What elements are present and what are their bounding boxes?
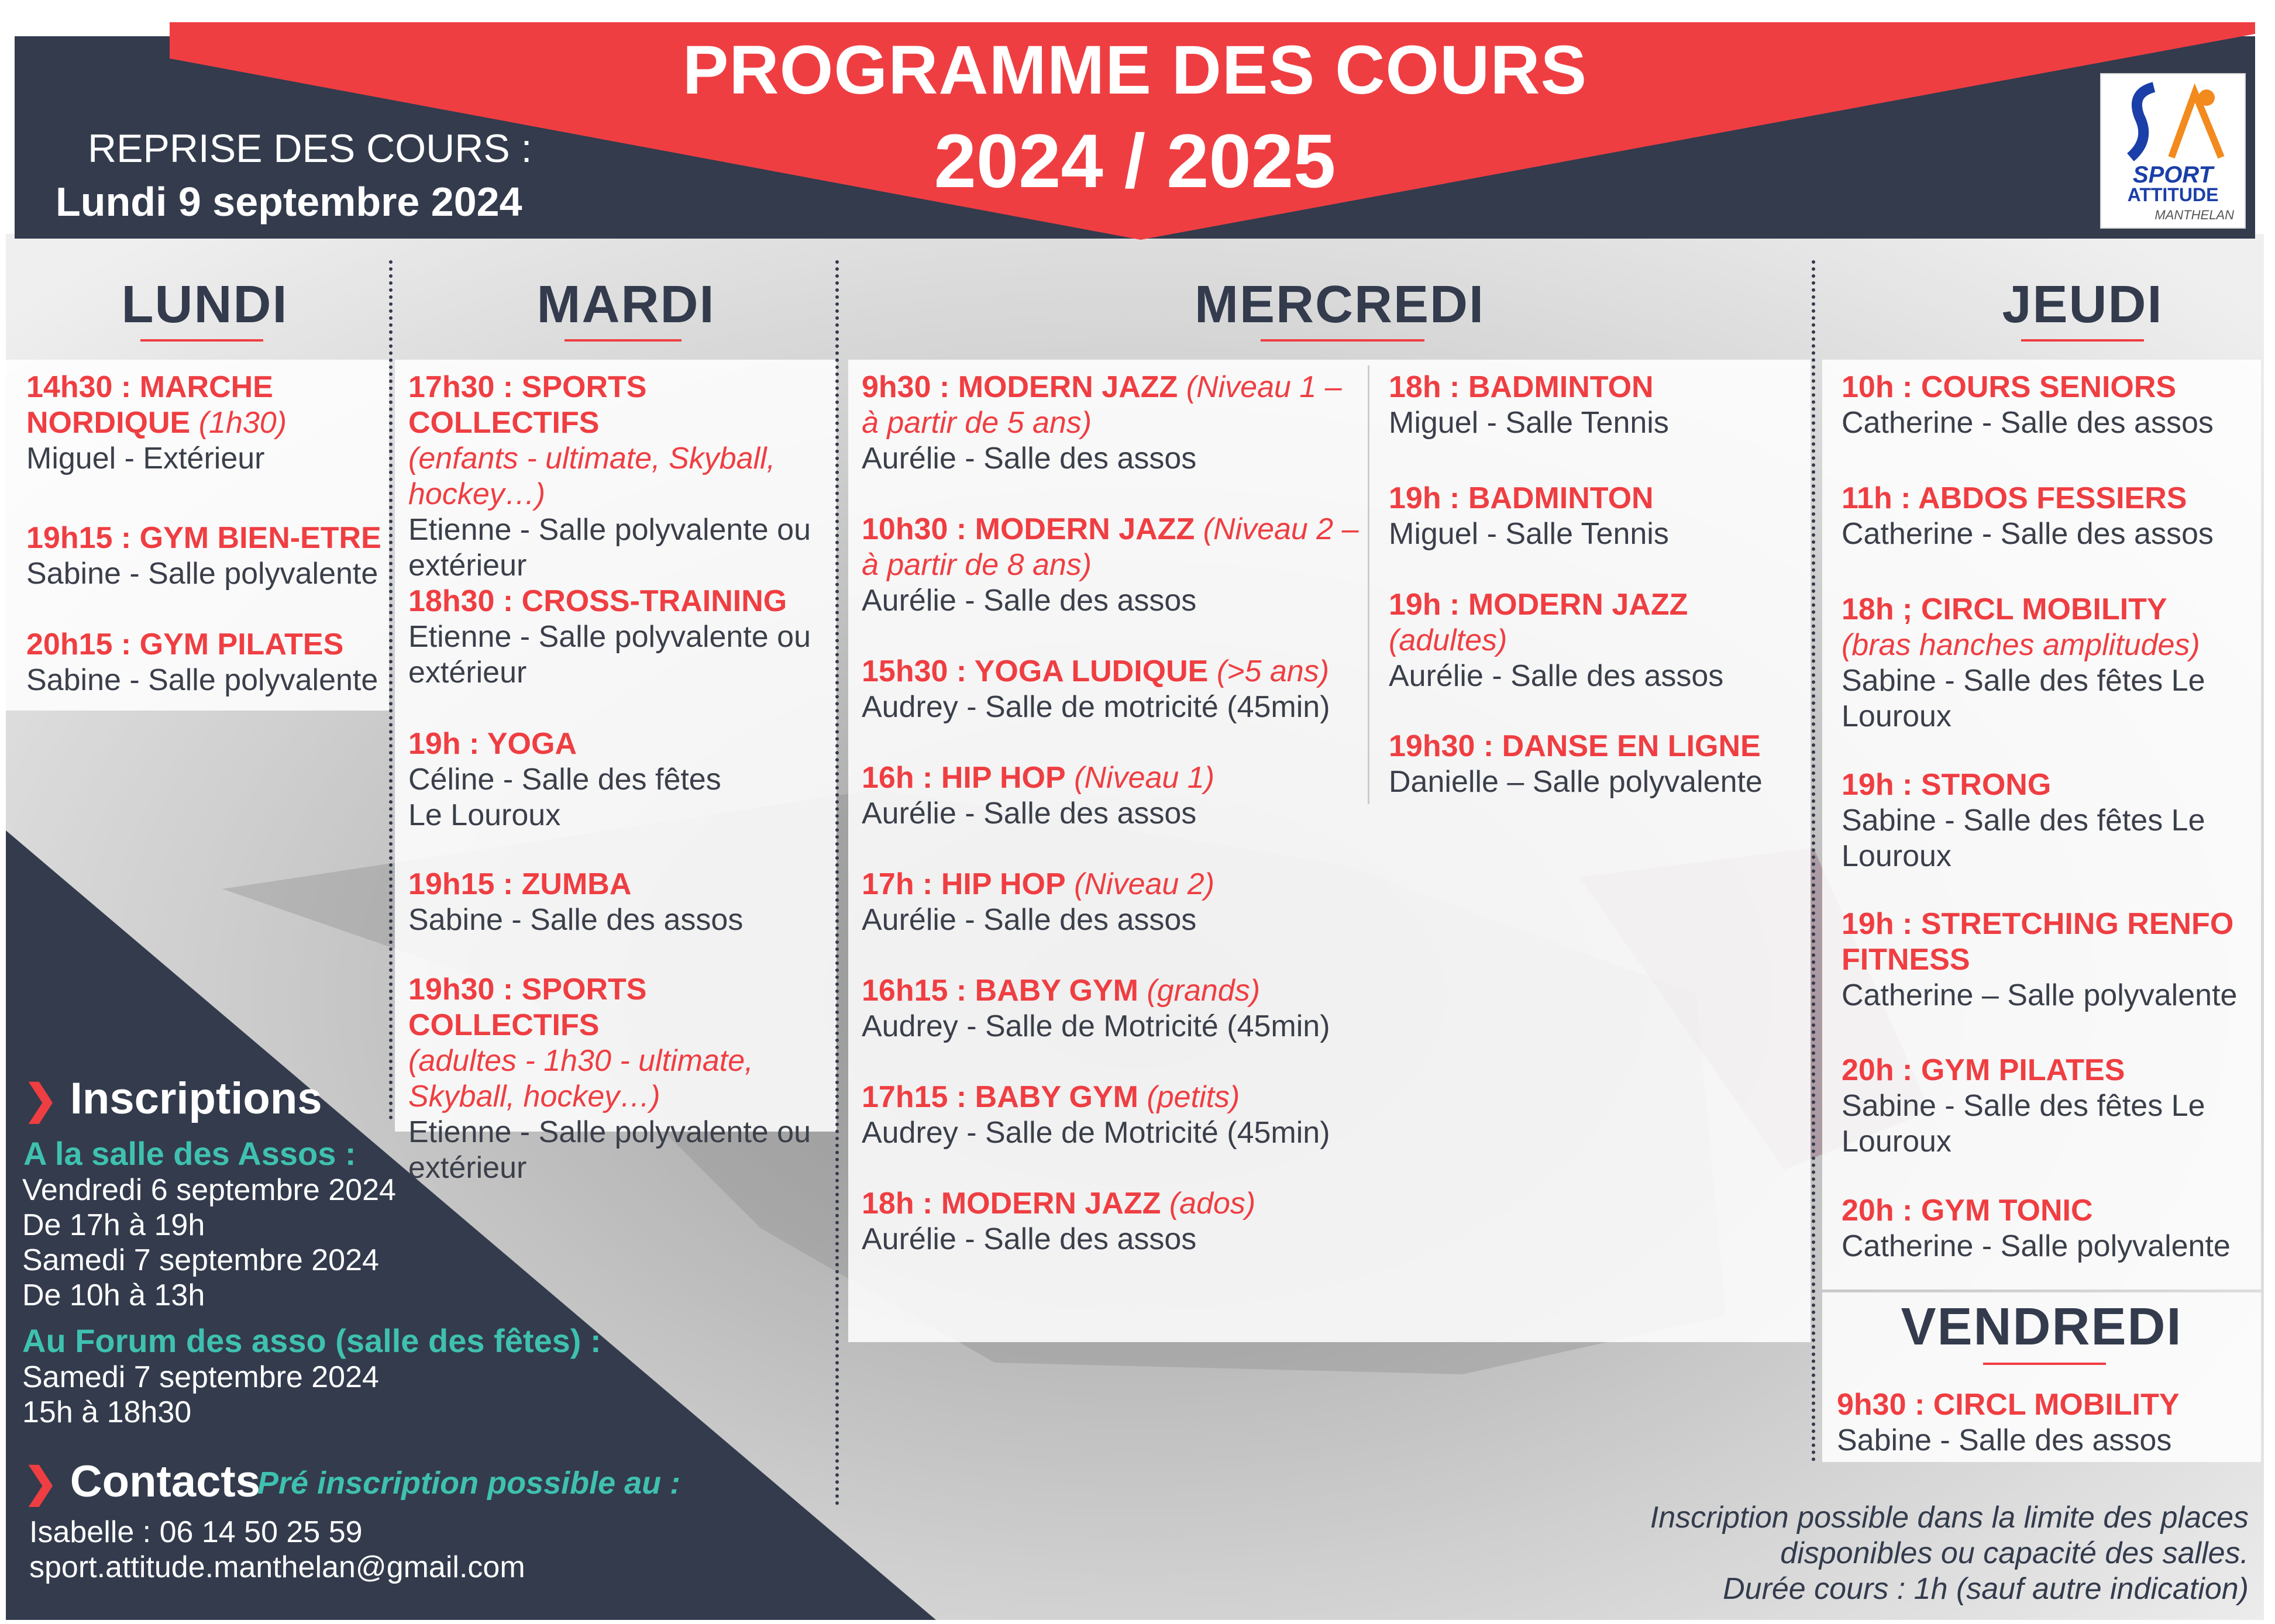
class-note: (bras hanches amplitudes) <box>1842 628 2200 662</box>
underline-lundi <box>140 339 263 342</box>
class-detail: Etienne - Salle polyvalente ou extérieur <box>408 1115 811 1185</box>
class-detail: Aurélie - Salle des assos <box>862 584 1197 618</box>
day-heading-vendredi: VENDREDI <box>1901 1298 2183 1356</box>
page-years: 2024 / 2025 <box>934 118 1336 204</box>
class-note: (enfants - ultimate, Skyball, hockey…) <box>408 442 776 511</box>
class-detail: Etienne - Salle polyvalente ou extérieur <box>408 620 811 689</box>
footnote-line: disponibles ou capacité des salles. <box>1780 1536 2249 1570</box>
class-time-title: 10h30 : MODERN JAZZ <box>862 512 1195 546</box>
inscriptions-place-2: Au Forum des asso (salle des fêtes) : <box>22 1322 601 1359</box>
class-entry <box>408 726 759 833</box>
class-detail: Catherine - Salle des assos <box>1842 517 2214 551</box>
class-note: (adultes) <box>1389 623 1508 657</box>
class-entry <box>1842 370 2257 441</box>
day-heading-lundi: LUNDI <box>121 275 288 334</box>
class-detail: Miguel - Salle Tennis <box>1389 517 1669 551</box>
class-entry <box>408 584 830 691</box>
class-detail: Sabine - Salle des fêtes Le Louroux <box>1842 1089 2205 1158</box>
class-time-title: 19h30 : SPORTS COLLECTIFS <box>408 973 647 1042</box>
class-time-title: 19h15 : GYM BIEN-ETRE <box>26 521 381 555</box>
class-time-title: 14h30 : MARCHE NORDIQUE <box>26 370 273 440</box>
class-detail: Etienne - Salle polyvalente ou extérieur <box>408 513 811 582</box>
class-time-title: 16h : HIP HOP <box>862 761 1066 795</box>
underline-mardi <box>565 339 682 342</box>
class-detail: Audrey - Salle de motricité (45min) <box>862 690 1330 724</box>
day-heading-jeudi: JEUDI <box>2002 275 2163 334</box>
class-detail: Miguel - Salle Tennis <box>1389 406 1669 440</box>
class-time-title: 20h : GYM TONIC <box>1842 1194 2093 1228</box>
logo-text-attitude: ATTITUDE <box>2127 184 2219 205</box>
class-time-title: 17h : HIP HOP <box>862 867 1066 901</box>
separator-1 <box>389 260 393 1120</box>
class-time-title: 19h : MODERN JAZZ <box>1389 588 1688 622</box>
class-detail: Sabine - Salle des assos <box>408 903 744 937</box>
day-heading-mardi: MARDI <box>536 275 715 334</box>
class-detail: Aurélie - Salle des assos <box>1389 659 1724 693</box>
class-time-title: 18h : MODERN JAZZ <box>862 1187 1161 1220</box>
chevron-right-icon: ❯ <box>23 1460 58 1505</box>
class-detail: Aurélie - Salle des assos <box>862 1222 1197 1256</box>
class-time-title: 16h15 : BABY GYM <box>862 974 1138 1008</box>
class-entry <box>1389 587 1798 694</box>
contacts-pre-inscription: Pré inscription possible au : <box>257 1466 681 1501</box>
class-detail: Sabine - Salle polyvalente <box>26 663 378 697</box>
class-note: (grands) <box>1147 974 1261 1008</box>
class-detail: Sabine - Salle des fêtes Le Louroux <box>1842 804 2205 873</box>
class-entry <box>408 370 830 584</box>
class-note: (1h30) <box>198 406 287 440</box>
class-entry <box>26 370 383 477</box>
logo-text-manthelan: MANTHELAN <box>2154 208 2234 222</box>
underline-jeudi <box>2021 339 2144 342</box>
footnote-line: Inscription possible dans la limite des places <box>1650 1501 2249 1535</box>
class-entry <box>1389 729 1798 800</box>
contacts-title: Contacts <box>70 1457 260 1506</box>
contact-phone: Isabelle : 06 14 50 25 59 <box>29 1515 363 1549</box>
reprise-label: REPRISE DES COURS : <box>88 126 532 171</box>
chevron-right-icon: ❯ <box>23 1077 58 1122</box>
logo-text-sport: SPORT <box>2132 162 2214 188</box>
class-detail: Sabine - Salle des assos <box>1837 1423 2172 1457</box>
class-entry <box>26 520 389 592</box>
footnote <box>1650 1500 2249 1607</box>
inscriptions-line: De 17h à 19h <box>22 1208 205 1242</box>
reprise-date: Lundi 9 septembre 2024 <box>56 179 522 225</box>
class-time-title: 18h : BADMINTON <box>1389 370 1654 404</box>
class-entry <box>408 972 830 1186</box>
class-time-title: 9h30 : CIRCL MOBILITY <box>1837 1388 2180 1422</box>
class-note: (Niveau 1) <box>1074 761 1215 795</box>
class-entry <box>862 867 1365 938</box>
class-note: (Niveau 1 – à partir de 5 ans) <box>862 370 1342 440</box>
class-entry <box>862 1186 1365 1257</box>
class-time-title: 17h15 : BABY GYM <box>862 1080 1138 1114</box>
class-detail: Sabine - Salle des fêtes Le Louroux <box>1842 664 2205 733</box>
inscriptions-line: Vendredi 6 septembre 2024 <box>22 1173 396 1207</box>
class-time-title: 19h30 : DANSE EN LIGNE <box>1389 729 1761 763</box>
class-time-title: 15h30 : YOGA LUDIQUE <box>862 654 1209 688</box>
separator-3 <box>1368 366 1369 804</box>
inscriptions-line: Samedi 7 septembre 2024 <box>22 1243 379 1277</box>
class-detail: Catherine - Salle polyvalente <box>1842 1229 2231 1263</box>
class-time-title: 18h ; CIRCL MOBILITY <box>1842 592 2167 626</box>
class-entry <box>408 867 830 938</box>
class-time-title: 19h : YOGA <box>408 727 577 761</box>
class-time-title: 17h30 : SPORTS COLLECTIFS <box>408 370 647 440</box>
class-time-title: 10h : COURS SENIORS <box>1842 370 2177 404</box>
underline-vendredi <box>1983 1363 2106 1365</box>
class-entry <box>1842 1193 2257 1264</box>
class-note: (Niveau 2) <box>1074 867 1215 901</box>
logo-icon <box>2119 81 2227 163</box>
inscriptions-place-1: A la salle des Assos : <box>23 1135 356 1172</box>
class-entry <box>862 760 1365 832</box>
page-title: PROGRAMME DES COURS <box>682 32 1588 109</box>
class-entry <box>862 370 1359 477</box>
class-time-title: 9h30 : MODERN JAZZ <box>862 370 1178 404</box>
class-note: (>5 ans) <box>1216 654 1330 688</box>
contact-email[interactable]: sport.attitude.manthelan@gmail.com <box>29 1550 525 1584</box>
class-time-title: 20h : GYM PILATES <box>1842 1053 2125 1087</box>
class-note: (adultes - 1h30 - ultimate, Skyball, hockey…) <box>408 1044 753 1113</box>
class-entry <box>1842 906 2257 1013</box>
class-detail: Aurélie - Salle des assos <box>862 442 1197 475</box>
class-time-title: 19h : BADMINTON <box>1389 481 1654 515</box>
class-entry <box>1837 1387 2252 1459</box>
inscriptions-line: 15h à 18h30 <box>22 1395 192 1429</box>
inscriptions-title: Inscriptions <box>70 1074 322 1123</box>
underline-mercredi <box>1261 339 1424 342</box>
class-entry <box>862 654 1365 725</box>
class-entry <box>26 627 389 698</box>
class-detail: Aurélie - Salle des assos <box>862 797 1197 830</box>
class-entry <box>862 973 1365 1044</box>
class-note: (ados) <box>1169 1187 1256 1220</box>
inscriptions-line: Samedi 7 septembre 2024 <box>22 1360 379 1394</box>
class-note: (Niveau 2 – à partir de 8 ans) <box>862 512 1359 582</box>
inscriptions-line: De 10h à 13h <box>22 1278 205 1312</box>
class-detail: Sabine - Salle polyvalente <box>26 557 378 591</box>
class-time-title: 11h : ABDOS FESSIERS <box>1842 481 2187 515</box>
class-entry <box>862 512 1359 619</box>
class-entry <box>1842 592 2257 735</box>
class-time-title: 19h : STRETCHING RENFO FITNESS <box>1842 907 2234 977</box>
class-detail: Miguel - Extérieur <box>26 442 265 475</box>
class-time-title: 18h30 : CROSS-TRAINING <box>408 584 787 618</box>
day-heading-mercredi: MERCREDI <box>1194 275 1485 334</box>
class-detail: Catherine - Salle des assos <box>1842 406 2214 440</box>
class-entry <box>1842 481 2257 552</box>
contacts-heading <box>23 1456 260 1507</box>
class-detail: Audrey - Salle de Motricité (45min) <box>862 1009 1330 1043</box>
logo <box>2100 73 2246 229</box>
class-entry <box>1389 481 1798 552</box>
class-entry <box>1842 1053 2216 1160</box>
class-entry <box>862 1080 1365 1151</box>
class-detail: Aurélie - Salle des assos <box>862 903 1197 937</box>
class-time-title: 19h15 : ZUMBA <box>408 867 632 901</box>
class-entry <box>1842 767 2216 874</box>
class-time-title: 19h : STRONG <box>1842 768 2052 802</box>
class-entry <box>1389 370 1798 441</box>
class-detail: Audrey - Salle de Motricité (45min) <box>862 1116 1330 1150</box>
footnote-line: Durée cours : 1h (sauf autre indication) <box>1723 1572 2249 1606</box>
inscriptions-heading <box>23 1073 322 1124</box>
class-detail: Catherine – Salle polyvalente <box>1842 978 2238 1012</box>
class-note: (petits) <box>1147 1080 1240 1114</box>
class-time-title: 20h15 : GYM PILATES <box>26 627 344 661</box>
separator-2 <box>835 260 839 1506</box>
class-detail: Danielle – Salle polyvalente <box>1389 765 1763 799</box>
separator-4 <box>1812 260 1815 1462</box>
class-detail: Céline - Salle des fêtes Le Louroux <box>408 763 721 832</box>
